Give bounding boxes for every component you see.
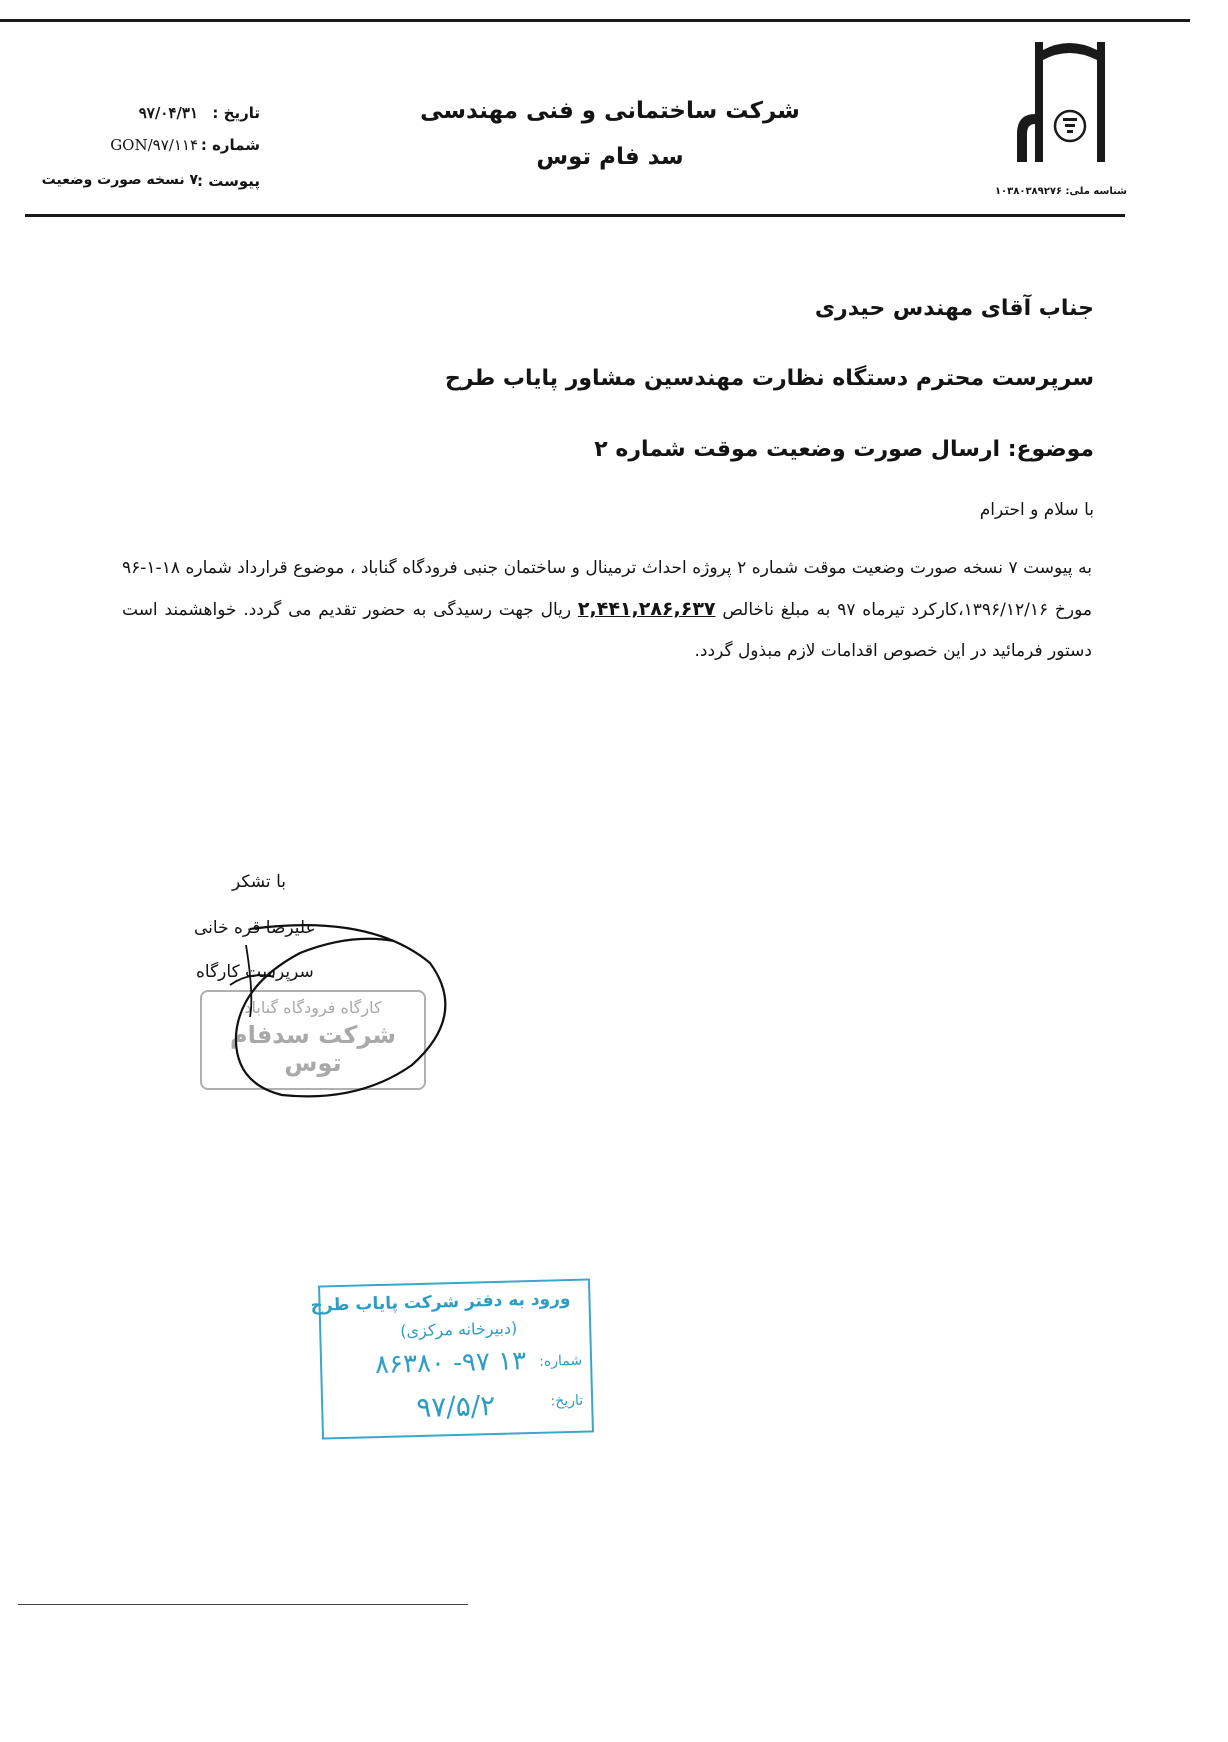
company-name-line1: شرکت ساختمانی و فنی مهندسی: [420, 98, 800, 124]
signer-name: علیرضا قره خانی: [194, 918, 316, 938]
closing: با تشکر: [232, 872, 286, 892]
receipt-date-value: ۹۷/۵/۲: [415, 1388, 496, 1425]
date-value: ۹۷/۰۴/۳۱: [138, 104, 198, 122]
company-logo: [994, 34, 1127, 204]
subject: موضوع: ارسال صورت وضعیت موقت شماره ۲: [594, 437, 1094, 462]
receipt-date-label: تاریخ:: [550, 1392, 584, 1410]
receipt-stamp-title: ورود به دفتر شرکت پایاب طرح: [310, 1288, 571, 1316]
greeting: با سلام و احترام: [979, 500, 1094, 520]
company-name-line2: سد فام توس: [536, 144, 684, 170]
body-text-part1: به پیوست ۷ نسخه صورت وضعیت موقت شماره ۲ پروژه احداث ترمینال و ساختمان جنبی فرودگاه گناباد ، موضوع قرارداد شماره ۱۸-۱-۹۶ مورخ ۱۳۹۶/۱۲/۱۶،کارکرد تیرماه ۹۷ به مبلغ ناخالص: [122, 558, 1092, 620]
receipt-stamp: [310, 1278, 594, 1439]
company-stamp-line1: کارگاه فرودگاه گناباد: [244, 998, 382, 1017]
logo-mark-icon: [1005, 34, 1127, 184]
recipient-title: سرپرست محترم دستگاه نظارت مهندسین مشاور پایاب طرح: [444, 366, 1094, 391]
handwritten-signature: [190, 905, 460, 1110]
signer-position: سرپرست کارگاه: [196, 962, 314, 982]
recipient: جناب آقای مهندس حیدری: [814, 296, 1094, 321]
top-rule: [0, 19, 1190, 22]
receipt-stamp-subtitle: (دبیرخانه مرکزی): [400, 1318, 518, 1341]
receipt-number-label: شماره:: [538, 1352, 583, 1370]
gross-amount: ۲,۴۴۱,۲۸۶,۶۳۷: [577, 598, 716, 620]
date-row: [30, 104, 260, 124]
body-text-part2: ریال جهت رسیدگی به حضور تقدیم می گردد. خواهشمند است دستور فرمائید در این خصوص اقدامات لازم مبذول گردد.: [122, 600, 1092, 661]
letter-body: [122, 548, 1092, 672]
header-rule: [25, 214, 1125, 217]
logo-national-id: شناسه ملی: ۱۰۳۸۰۳۸۹۲۷۶: [994, 186, 1127, 197]
number-label: شماره :: [200, 136, 260, 154]
bottom-rule: [18, 1604, 468, 1605]
attachment-row: [30, 172, 260, 192]
date-label: تاریخ :: [212, 104, 260, 122]
receipt-number-value: ۱۳ ۹۷- ۸۶۳۸۰: [374, 1346, 527, 1381]
attachment-value: ۷ نسخه صورت وضعیت: [41, 172, 198, 188]
number-value: GON/۹۷/۱۱۴: [110, 136, 198, 154]
number-row: [30, 136, 260, 156]
company-stamp-line2: شرکت سدفام توس: [229, 1021, 397, 1077]
attachment-label: پیوست :: [196, 172, 260, 190]
